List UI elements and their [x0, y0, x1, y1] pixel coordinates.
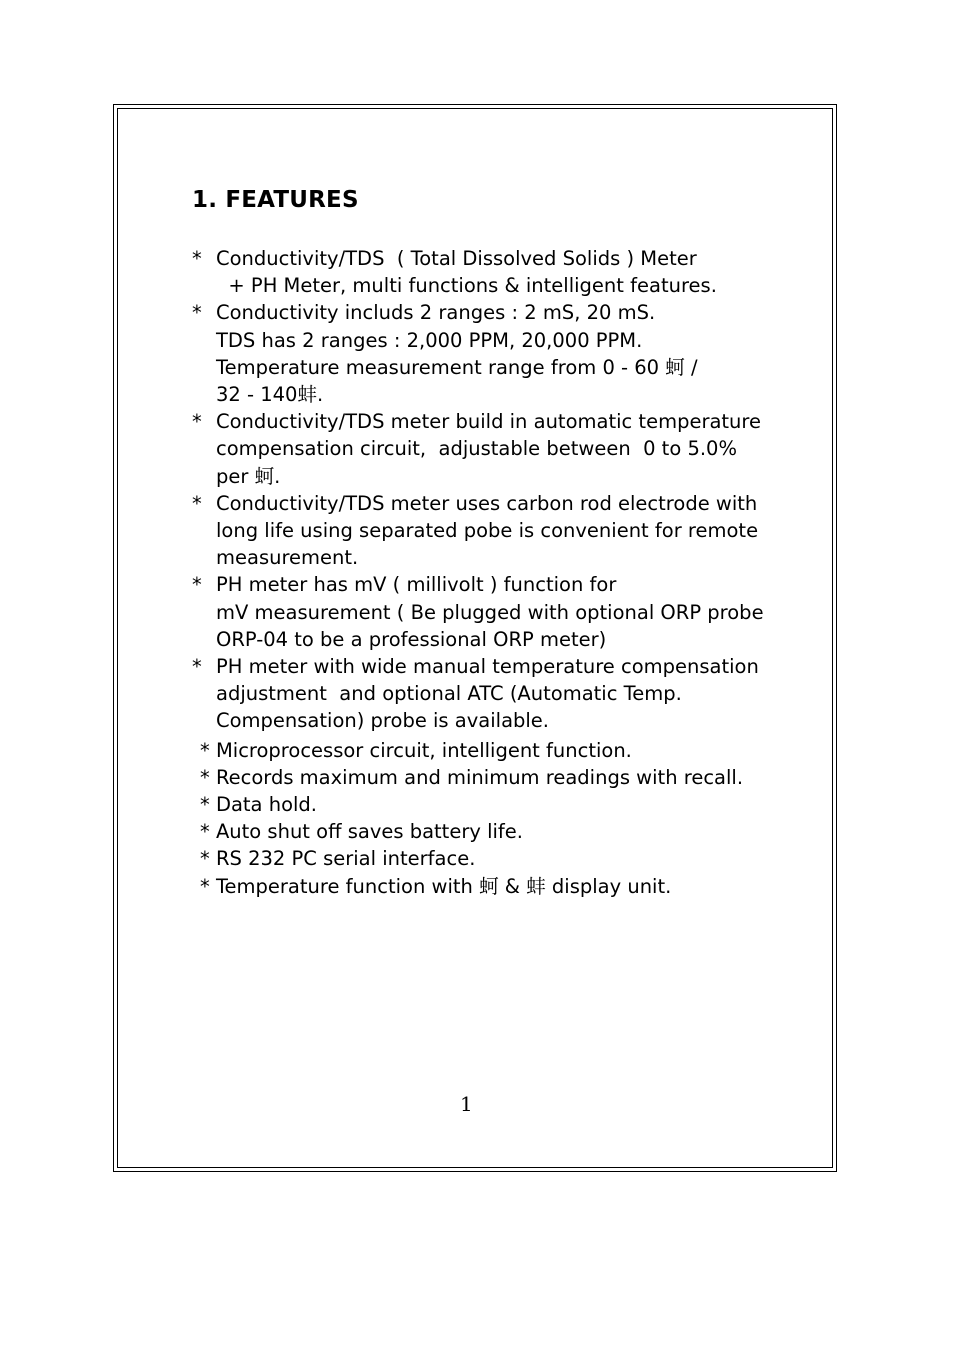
feature-line: PH meter with wide manual temperature compensation	[216, 655, 759, 678]
feature-line: + PH Meter, multi functions & intelligent features.	[216, 274, 717, 298]
section-heading: 1. FEATURES	[192, 187, 359, 213]
feature-line-short: * RS 232 PC serial interface.	[200, 847, 476, 871]
feature-line: Conductivity includs 2 ranges : 2 mS, 20 mS.	[216, 301, 656, 325]
feature-line-short: * Temperature function with 蚵 & 蚌 display unit.	[200, 874, 672, 898]
feature-line: mV measurement ( Be plugged with optional ORP probe	[216, 600, 764, 624]
feature-line: Temperature measurement range from 0 - 60 蚵 /	[216, 355, 698, 379]
feature-line: PH meter has mV ( millivolt ) function for	[216, 573, 617, 597]
feature-line-short: * Microprocessor circuit, intelligent function.	[200, 738, 632, 762]
feature-line: Compensation) probe is available.	[216, 709, 550, 733]
bullet-marker: *	[192, 491, 202, 515]
feature-line: long life using separated pobe is convenient for remote	[216, 519, 759, 542]
feature-line: ORP-04 to be a professional ORP meter)	[216, 627, 607, 651]
feature-line: measurement.	[216, 546, 359, 570]
bullet-marker: *	[192, 301, 202, 325]
feature-line-short: * Data hold.	[200, 793, 317, 816]
feature-line-short: * Auto shut off saves battery life.	[200, 820, 523, 844]
feature-line-short: * Records maximum and minimum readings with recall.	[200, 765, 744, 789]
feature-line: 32 - 140蚌.	[216, 383, 324, 406]
bullet-marker: *	[192, 655, 202, 678]
feature-line: Conductivity/TDS meter uses carbon rod electrode with	[216, 491, 758, 515]
feature-line: per 蚵.	[216, 464, 281, 488]
feature-line: TDS has 2 ranges : 2,000 PPM, 20,000 PPM.	[216, 328, 643, 352]
page-number: 1	[460, 1092, 473, 1116]
feature-line: Conductivity/TDS meter build in automatic temperature	[216, 410, 762, 434]
feature-line: compensation circuit, adjustable between 0 to 5.0%	[216, 437, 737, 461]
bullet-marker: *	[192, 410, 202, 434]
bullet-marker: *	[192, 247, 202, 270]
feature-line: adjustment and optional ATC (Automatic Temp.	[216, 682, 682, 706]
feature-line: Conductivity/TDS ( Total Dissolved Solids ) Meter	[216, 247, 697, 270]
bullet-marker: *	[192, 573, 202, 597]
